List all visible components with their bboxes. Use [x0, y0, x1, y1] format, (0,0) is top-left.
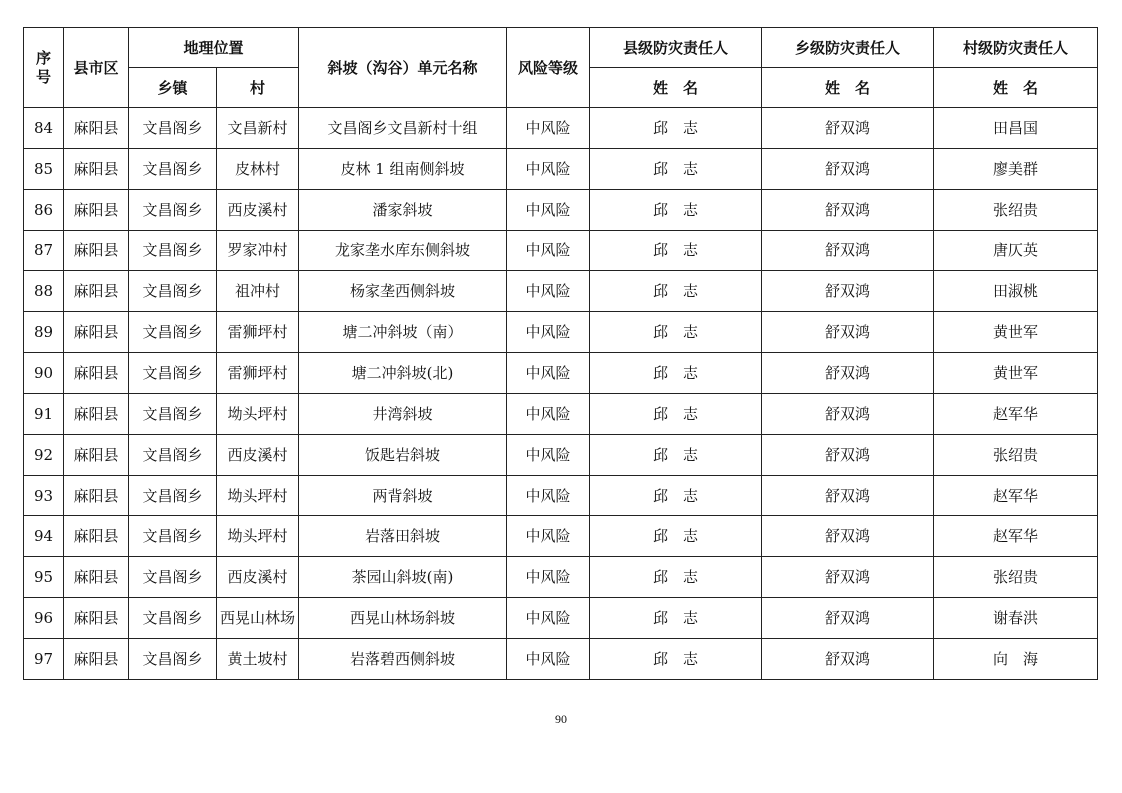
- cell-county: 麻阳县: [64, 557, 129, 598]
- cell-risk-level: 中风险: [507, 475, 590, 516]
- cell-town: 文昌阁乡: [129, 638, 217, 679]
- header-village-resp: 村级防灾责任人: [934, 28, 1098, 68]
- cell-county-person: 邱 志: [590, 148, 762, 189]
- cell-risk-level: 中风险: [507, 230, 590, 271]
- cell-village-person: 唐仄英: [934, 230, 1098, 271]
- cell-town-person: 舒双鸿: [762, 230, 934, 271]
- page-number: 90: [555, 712, 567, 726]
- cell-risk-level: 中风险: [507, 434, 590, 475]
- cell-village-person: 田昌国: [934, 108, 1098, 149]
- table-row: [24, 312, 1098, 353]
- cell-risk-level: 中风险: [507, 393, 590, 434]
- cell-village: 雷狮坪村: [217, 353, 299, 394]
- cell-seq: 88: [24, 271, 64, 312]
- cell-village: 坳头坪村: [217, 393, 299, 434]
- table-row: [24, 353, 1098, 394]
- cell-village: 祖冲村: [217, 271, 299, 312]
- cell-village-person: 向 海: [934, 638, 1098, 679]
- table-row: [24, 230, 1098, 271]
- cell-town-person: 舒双鸿: [762, 475, 934, 516]
- cell-county-person: 邱 志: [590, 434, 762, 475]
- cell-slope-name: 皮林 1 组南侧斜坡: [299, 148, 507, 189]
- table-row: [24, 516, 1098, 557]
- header-village-resp-name: 姓 名: [934, 68, 1098, 108]
- cell-seq: 95: [24, 557, 64, 598]
- cell-slope-name: 杨家垄西侧斜坡: [299, 271, 507, 312]
- cell-county: 麻阳县: [64, 638, 129, 679]
- cell-village: 西皮溪村: [217, 434, 299, 475]
- cell-village: 文昌新村: [217, 108, 299, 149]
- header-location: 地理位置: [129, 28, 299, 68]
- cell-village: 黄土坡村: [217, 638, 299, 679]
- responsibility-table: [23, 27, 1098, 680]
- cell-slope-name: 文昌阁乡文昌新村十组: [299, 108, 507, 149]
- cell-risk-level: 中风险: [507, 353, 590, 394]
- cell-seq: 91: [24, 393, 64, 434]
- cell-town: 文昌阁乡: [129, 393, 217, 434]
- cell-county-person: 邱 志: [590, 638, 762, 679]
- cell-town: 文昌阁乡: [129, 434, 217, 475]
- cell-town-person: 舒双鸿: [762, 598, 934, 639]
- header-town-resp: 乡级防灾责任人: [762, 28, 934, 68]
- cell-village: 坳头坪村: [217, 516, 299, 557]
- cell-county: 麻阳县: [64, 230, 129, 271]
- cell-seq: 97: [24, 638, 64, 679]
- cell-county-person: 邱 志: [590, 108, 762, 149]
- cell-town-person: 舒双鸿: [762, 271, 934, 312]
- cell-seq: 85: [24, 148, 64, 189]
- cell-risk-level: 中风险: [507, 189, 590, 230]
- cell-town-person: 舒双鸿: [762, 516, 934, 557]
- cell-village: 皮林村: [217, 148, 299, 189]
- cell-county: 麻阳县: [64, 598, 129, 639]
- cell-county-person: 邱 志: [590, 393, 762, 434]
- cell-village: 西皮溪村: [217, 557, 299, 598]
- table-row: [24, 108, 1098, 149]
- cell-slope-name: 龙家垄水库东侧斜坡: [299, 230, 507, 271]
- header-town: 乡镇: [129, 68, 217, 108]
- table-row: [24, 148, 1098, 189]
- cell-risk-level: 中风险: [507, 516, 590, 557]
- cell-seq: 92: [24, 434, 64, 475]
- cell-village-person: 田淑桃: [934, 271, 1098, 312]
- cell-village-person: 赵军华: [934, 516, 1098, 557]
- cell-risk-level: 中风险: [507, 312, 590, 353]
- cell-slope-name: 岩落碧西侧斜坡: [299, 638, 507, 679]
- cell-slope-name: 塘二冲斜坡（南）: [299, 312, 507, 353]
- header-town-resp-name: 姓 名: [762, 68, 934, 108]
- cell-village-person: 张绍贵: [934, 557, 1098, 598]
- cell-county-person: 邱 志: [590, 516, 762, 557]
- cell-village: 坳头坪村: [217, 475, 299, 516]
- table-row: [24, 475, 1098, 516]
- cell-town: 文昌阁乡: [129, 598, 217, 639]
- header-risk-level: 风险等级: [507, 28, 590, 108]
- cell-slope-name: 潘家斜坡: [299, 189, 507, 230]
- cell-village: 雷狮坪村: [217, 312, 299, 353]
- cell-risk-level: 中风险: [507, 148, 590, 189]
- cell-slope-name: 茶园山斜坡(南): [299, 557, 507, 598]
- cell-county: 麻阳县: [64, 516, 129, 557]
- table-body: [24, 108, 1098, 680]
- cell-seq: 89: [24, 312, 64, 353]
- cell-county: 麻阳县: [64, 434, 129, 475]
- cell-slope-name: 饭匙岩斜坡: [299, 434, 507, 475]
- cell-county: 麻阳县: [64, 353, 129, 394]
- cell-risk-level: 中风险: [507, 271, 590, 312]
- cell-town-person: 舒双鸿: [762, 638, 934, 679]
- cell-town: 文昌阁乡: [129, 312, 217, 353]
- cell-county-person: 邱 志: [590, 189, 762, 230]
- cell-slope-name: 塘二冲斜坡(北): [299, 353, 507, 394]
- cell-county: 麻阳县: [64, 148, 129, 189]
- header-seq: 序 号: [24, 28, 64, 108]
- cell-town: 文昌阁乡: [129, 516, 217, 557]
- cell-seq: 93: [24, 475, 64, 516]
- cell-county: 麻阳县: [64, 393, 129, 434]
- cell-village: 西皮溪村: [217, 189, 299, 230]
- cell-county: 麻阳县: [64, 312, 129, 353]
- cell-county-person: 邱 志: [590, 557, 762, 598]
- cell-village: 西晃山林场: [217, 598, 299, 639]
- cell-seq: 86: [24, 189, 64, 230]
- cell-county-person: 邱 志: [590, 353, 762, 394]
- cell-seq: 84: [24, 108, 64, 149]
- cell-risk-level: 中风险: [507, 557, 590, 598]
- cell-town: 文昌阁乡: [129, 353, 217, 394]
- cell-town: 文昌阁乡: [129, 230, 217, 271]
- cell-county-person: 邱 志: [590, 271, 762, 312]
- cell-town: 文昌阁乡: [129, 271, 217, 312]
- cell-town: 文昌阁乡: [129, 189, 217, 230]
- cell-village: 罗家冲村: [217, 230, 299, 271]
- cell-village-person: 赵军华: [934, 475, 1098, 516]
- cell-town: 文昌阁乡: [129, 148, 217, 189]
- cell-town-person: 舒双鸿: [762, 434, 934, 475]
- table-row: [24, 434, 1098, 475]
- header-county-resp: 县级防灾责任人: [590, 28, 762, 68]
- cell-county: 麻阳县: [64, 271, 129, 312]
- table-row: [24, 189, 1098, 230]
- cell-village-person: 张绍贵: [934, 434, 1098, 475]
- cell-village-person: 黄世军: [934, 312, 1098, 353]
- cell-village-person: 张绍贵: [934, 189, 1098, 230]
- cell-town-person: 舒双鸿: [762, 189, 934, 230]
- cell-county: 麻阳县: [64, 108, 129, 149]
- cell-county-person: 邱 志: [590, 475, 762, 516]
- cell-county: 麻阳县: [64, 189, 129, 230]
- header-county-resp-name: 姓 名: [590, 68, 762, 108]
- cell-slope-name: 井湾斜坡: [299, 393, 507, 434]
- cell-village-person: 黄世军: [934, 353, 1098, 394]
- cell-town: 文昌阁乡: [129, 108, 217, 149]
- cell-town: 文昌阁乡: [129, 475, 217, 516]
- cell-slope-name: 岩落田斜坡: [299, 516, 507, 557]
- cell-town-person: 舒双鸿: [762, 353, 934, 394]
- cell-town-person: 舒双鸿: [762, 393, 934, 434]
- table-row: [24, 271, 1098, 312]
- cell-town-person: 舒双鸿: [762, 108, 934, 149]
- cell-county-person: 邱 志: [590, 312, 762, 353]
- cell-village-person: 廖美群: [934, 148, 1098, 189]
- cell-town-person: 舒双鸿: [762, 312, 934, 353]
- cell-county-person: 邱 志: [590, 598, 762, 639]
- header-county: 县市区: [64, 28, 129, 108]
- cell-village-person: 赵军华: [934, 393, 1098, 434]
- cell-county-person: 邱 志: [590, 230, 762, 271]
- table-row: [24, 557, 1098, 598]
- table-row: [24, 598, 1098, 639]
- cell-village-person: 谢春洪: [934, 598, 1098, 639]
- cell-seq: 96: [24, 598, 64, 639]
- cell-town: 文昌阁乡: [129, 557, 217, 598]
- table-row: [24, 638, 1098, 679]
- cell-slope-name: 两背斜坡: [299, 475, 507, 516]
- cell-slope-name: 西晃山林场斜坡: [299, 598, 507, 639]
- header-village: 村: [217, 68, 299, 108]
- cell-seq: 94: [24, 516, 64, 557]
- cell-risk-level: 中风险: [507, 108, 590, 149]
- cell-seq: 87: [24, 230, 64, 271]
- cell-seq: 90: [24, 353, 64, 394]
- table-row: [24, 393, 1098, 434]
- header-slope-name: 斜坡（沟谷）单元名称: [299, 28, 507, 108]
- cell-town-person: 舒双鸿: [762, 148, 934, 189]
- cell-risk-level: 中风险: [507, 638, 590, 679]
- cell-risk-level: 中风险: [507, 598, 590, 639]
- cell-town-person: 舒双鸿: [762, 557, 934, 598]
- cell-county: 麻阳县: [64, 475, 129, 516]
